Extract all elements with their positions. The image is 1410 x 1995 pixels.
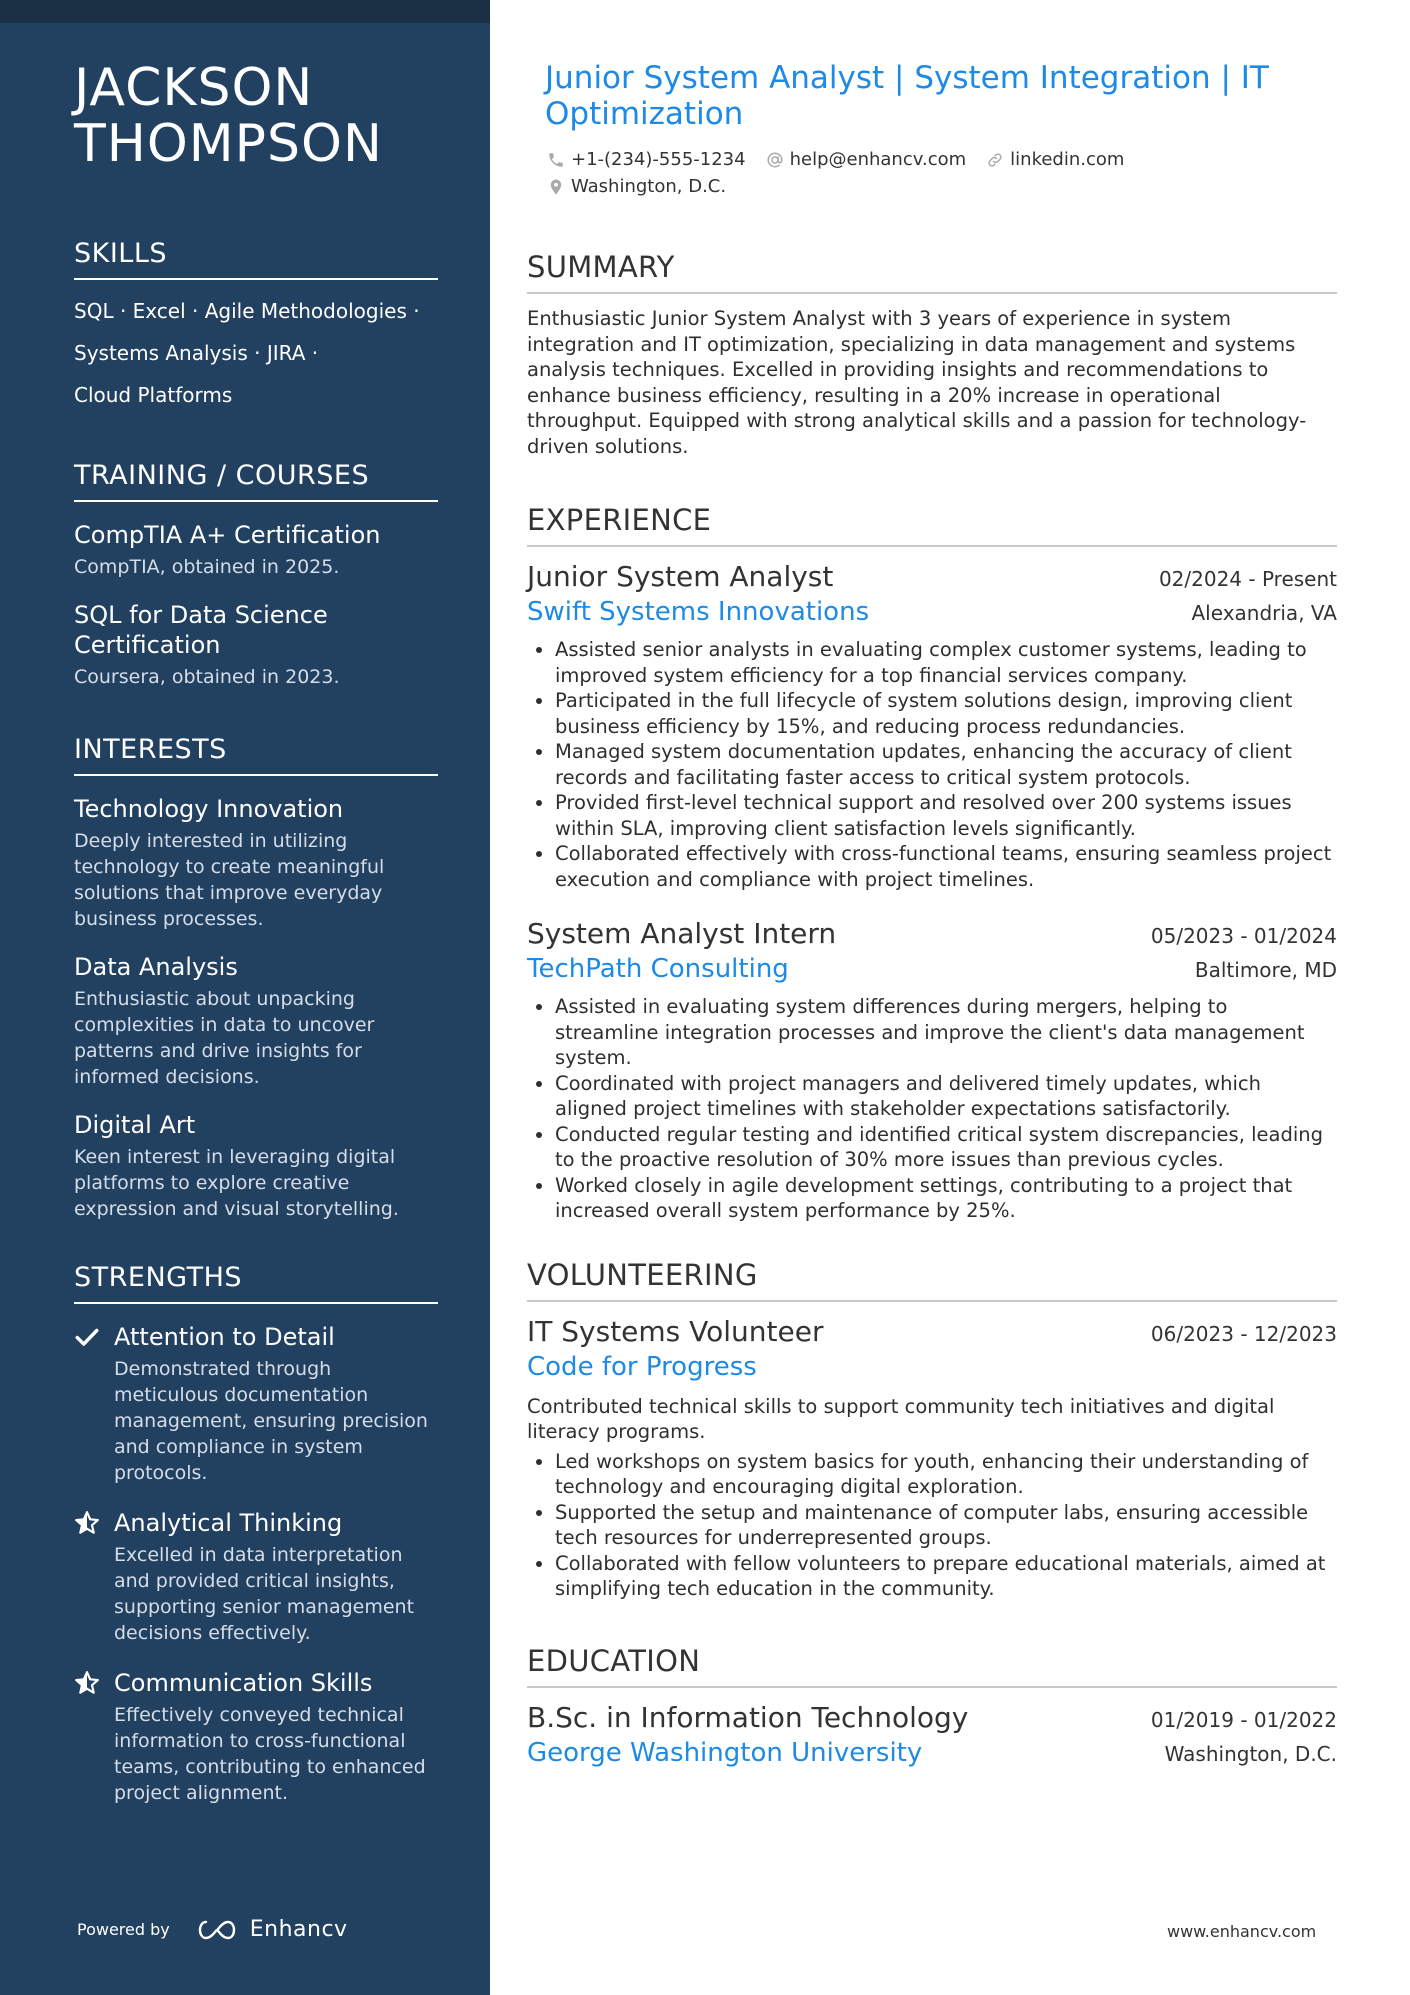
training-name: CompTIA A+ Certification — [74, 521, 381, 549]
strength-item — [74, 1322, 438, 1486]
interest-name: Digital Art — [74, 1111, 196, 1139]
training-item — [74, 600, 438, 690]
summary-title: SUMMARY — [527, 250, 1337, 294]
brand-name: Enhancv — [249, 1917, 348, 1942]
phone-number: +1-(234)-555-1234 — [571, 149, 746, 170]
experience-entry — [527, 559, 1337, 892]
company-name: Swift Systems Innovations — [527, 597, 870, 627]
strength-name: Analytical Thinking — [114, 1509, 343, 1537]
bullet-item: • Conducted regular testing and identified critical system discrepancies, leading to the proactive resolution of 30% more issues than previous cycles. — [555, 1122, 1337, 1173]
volunteer-dates: 06/2023 - 12/2023 — [1150, 1321, 1337, 1346]
job-bullets — [527, 637, 1337, 892]
bullet-item: • Collaborated effectively with cross-functional teams, ensuring seamless project execution and compliance with project timelines. — [555, 841, 1337, 892]
strength-name: Attention to Detail — [114, 1323, 335, 1351]
bullet-item: • Led workshops on system basics for youth, enhancing their understanding of technology and encouraging digital exploration. — [555, 1449, 1337, 1500]
interest-name: Technology Innovation — [74, 795, 344, 823]
volunteering-section — [527, 1258, 1337, 1602]
volunteer-org: Code for Progress — [527, 1351, 757, 1382]
interest-item — [74, 952, 438, 1090]
job-dates: 05/2023 - 01/2024 — [1150, 924, 1337, 948]
education-section — [527, 1644, 1337, 1770]
star-icon — [74, 1510, 100, 1536]
bullet-item: • Participated in the full lifecycle of system solutions design, improving client business efficiency by 15%, and reducing process redundancies. — [555, 688, 1337, 739]
email-contact[interactable] — [766, 149, 967, 170]
education-entry — [527, 1700, 1337, 1770]
powered-by — [77, 1917, 348, 1942]
sidebar — [0, 0, 490, 1995]
email-address: help@enhancv.com — [789, 149, 967, 170]
headline: Junior System Analyst | System Integration | IT Optimization — [545, 60, 1269, 132]
company-name: TechPath Consulting — [527, 954, 789, 984]
phone-contact[interactable] — [547, 149, 746, 170]
location-contact — [547, 176, 726, 197]
training-name: SQL for Data Science Certification — [74, 601, 328, 659]
check-icon — [74, 1324, 100, 1350]
phone-icon — [547, 151, 565, 169]
degree: B.Sc. in Information Technology — [527, 1700, 969, 1734]
interest-desc: Enthusiastic about unpacking complexities in data to uncover patterns and drive insights for informed decisions. — [74, 988, 375, 1088]
strength-item — [74, 1668, 438, 1806]
skills-section — [74, 238, 438, 416]
link-icon — [986, 151, 1004, 169]
volunteer-desc: Contributed technical skills to support community tech initiatives and digital literacy programs. — [527, 1394, 1275, 1443]
main-content — [527, 60, 1337, 1794]
bullet-item: • Collaborated with fellow volunteers to prepare educational materials, aimed at simplifying tech education in the community. — [555, 1551, 1337, 1602]
strength-name: Communication Skills — [114, 1669, 373, 1697]
skills-list — [74, 290, 438, 416]
interests-section — [74, 734, 438, 1222]
interest-item — [74, 794, 438, 932]
job-title: Junior System Analyst — [527, 560, 834, 593]
job-location: Alexandria, VA — [1191, 601, 1337, 625]
training-item — [74, 520, 438, 580]
enhancv-logo-icon — [194, 1918, 240, 1942]
skills-title: SKILLS — [74, 238, 438, 280]
training-detail: CompTIA, obtained in 2025. — [74, 556, 340, 578]
location-pin-icon — [547, 178, 565, 196]
volunteer-entry — [527, 1314, 1337, 1602]
interest-desc: Keen interest in leveraging digital platforms to explore creative expression and visual storytelling. — [74, 1146, 399, 1220]
footer-url[interactable]: www.enhancv.com — [1167, 1922, 1317, 1941]
enhancv-logo[interactable] — [194, 1917, 348, 1942]
interests-title: INTERESTS — [74, 734, 438, 776]
strength-item — [74, 1508, 438, 1646]
interest-name: Data Analysis — [74, 953, 238, 981]
sidebar-top-bar — [0, 0, 490, 23]
experience-section — [527, 503, 1337, 1224]
school-name: George Washington University — [527, 1737, 923, 1768]
strength-desc: Effectively conveyed technical information to cross-functional teams, contributing to enhanced project alignment. — [114, 1704, 426, 1804]
experience-entry — [527, 916, 1337, 1224]
interest-item — [74, 1110, 438, 1222]
job-dates: 02/2024 - Present — [1158, 567, 1337, 591]
job-bullets — [527, 994, 1337, 1224]
contact-info — [547, 146, 1337, 200]
education-title: EDUCATION — [527, 1644, 1337, 1688]
skills-line: SQL · Excel · Agile Methodologies · — [74, 299, 420, 323]
job-title: System Analyst Intern — [527, 917, 837, 950]
location-text: Washington, D.C. — [571, 176, 727, 197]
volunteer-role: IT Systems Volunteer — [527, 1314, 824, 1348]
linkedin-url: linkedin.com — [1010, 149, 1125, 170]
candidate-name — [74, 60, 438, 172]
powered-by-label: Powered by — [77, 1920, 170, 1939]
skills-line: Cloud Platforms — [74, 383, 233, 407]
strength-desc: Excelled in data interpretation and provided critical insights, supporting senior management decisions effectively. — [114, 1544, 415, 1644]
training-title: TRAINING / COURSES — [74, 460, 438, 502]
strengths-title: STRENGTHS — [74, 1262, 438, 1304]
experience-title: EXPERIENCE — [527, 503, 1337, 547]
summary-section — [527, 250, 1337, 459]
interest-desc: Deeply interested in utilizing technology to create meaningful solutions that improve everyday business processes. — [74, 830, 385, 930]
name-last: THOMPSON — [74, 114, 383, 174]
bullet-item: • Supported the setup and maintenance of computer labs, ensuring accessible tech resources for underrepresented groups. — [555, 1500, 1337, 1551]
training-section — [74, 460, 438, 690]
school-location: Washington, D.C. — [1164, 1741, 1337, 1766]
training-detail: Coursera, obtained in 2023. — [74, 666, 340, 688]
bullet-item: • Assisted in evaluating system differences during mergers, helping to streamline integration processes and improve the client's data management system. — [555, 994, 1337, 1071]
strengths-section — [74, 1262, 438, 1806]
education-dates: 01/2019 - 01/2022 — [1150, 1707, 1337, 1732]
star-icon — [74, 1670, 100, 1696]
bullet-item: • Worked closely in agile development settings, contributing to a project that increased overall system performance by 25%. — [555, 1173, 1337, 1224]
name-first: JACKSON — [74, 58, 314, 118]
bullet-item: • Assisted senior analysts in evaluating complex customer systems, leading to improved system efficiency for a top financial services company. — [555, 637, 1337, 688]
skills-line: Systems Analysis · JIRA · — [74, 341, 319, 365]
bullet-item: • Managed system documentation updates, enhancing the accuracy of client records and facilitating faster access to critical system protocols. — [555, 739, 1337, 790]
bullet-item: • Coordinated with project managers and delivered timely updates, which aligned project timelines with stakeholder expectations satisfactorily. — [555, 1071, 1337, 1122]
bullet-item: • Provided first-level technical support and resolved over 200 systems issues within SLA, improving client satisfaction levels significantly. — [555, 790, 1337, 841]
linkedin-contact[interactable] — [986, 149, 1124, 170]
at-icon — [766, 151, 784, 169]
strength-desc: Demonstrated through meticulous documentation management, ensuring precision and compliance in system protocols. — [114, 1358, 428, 1484]
volunteering-title: VOLUNTEERING — [527, 1258, 1337, 1302]
volunteer-bullets — [527, 1449, 1337, 1602]
job-location: Baltimore, MD — [1194, 958, 1337, 982]
summary-text: Enthusiastic Junior System Analyst with 3 years of experience in system integration and IT optimization, specializing in data management and systems analysis techniques. Excelled in providing insights and recommendations to enhance business efficiency, resulting in a 20% increase in operational throughput. Equipped with strong analytical skills and a passion for technology-driven solutions. — [527, 307, 1307, 458]
